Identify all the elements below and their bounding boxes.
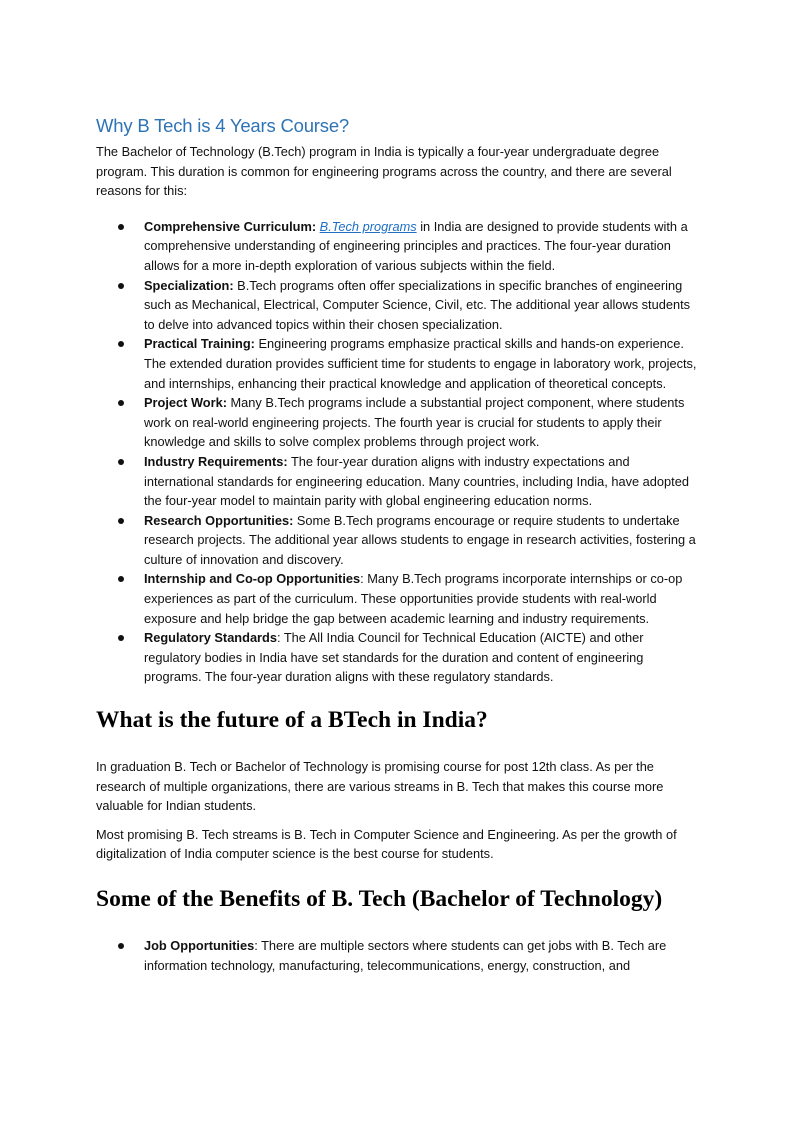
- list-item-text: Engineering programs emphasize practical skills and hands-on experience. The extended duration provides sufficient time for students to engage in laboratory work, projects, and internships, enhancing their practical knowledge and application of theoretical concepts.: [144, 336, 697, 391]
- list-item-term: Regulatory Standards: [144, 630, 277, 646]
- list-item: [96, 452, 700, 511]
- bullet-icon: [118, 459, 124, 465]
- list-item-term: Internship and Co-op Opportunities: [144, 571, 361, 587]
- document-page: [96, 114, 700, 975]
- benefits-list: [96, 936, 700, 975]
- list-item: [96, 334, 700, 393]
- section-heading-benefits: Some of the Benefits of B. Tech (Bachelor of Technology): [96, 886, 663, 912]
- bullet-icon: [118, 518, 124, 524]
- reasons-list: [96, 217, 700, 687]
- list-item-term: Industry Requirements:: [144, 453, 288, 469]
- future-paragraph-1: In graduation B. Tech or Bachelor of Technology is promising course for post 12th class. As per the research of multiple organizations, there are various streams in B. Tech that makes this course more valuable for Indian students.: [96, 759, 664, 814]
- intro-paragraph: The Bachelor of Technology (B.Tech) program in India is typically a four-year undergraduate degree program. This duration is common for engineering programs across the country, and there are several reasons for this:: [96, 144, 672, 199]
- list-item-term: Practical Training:: [144, 336, 255, 352]
- list-item-text: B.Tech programs often offer specializations in specific branches of engineering such as Mechanical, Electrical, Computer Science, Civil, etc. The additional year allows students to delve into advanced topics within their chosen specialization.: [144, 277, 691, 332]
- list-item: [96, 569, 700, 628]
- list-item: [96, 393, 700, 452]
- future-paragraph-2: Most promising B. Tech streams is B. Tech in Computer Science and Engineering. As per the growth of digitalization of India computer science is the best course for students.: [96, 826, 677, 862]
- bullet-icon: [118, 224, 124, 230]
- list-item-term: Project Work:: [144, 395, 227, 411]
- bullet-icon: [118, 400, 124, 406]
- list-item: [96, 511, 700, 570]
- list-item: [96, 936, 700, 975]
- bullet-icon: [118, 635, 124, 641]
- list-item-text: : Many B.Tech programs incorporate internships or co-op experiences as part of the curriculum. These opportunities provide students with real-world exposure and help bridge the gap between academic learning and industry requirements.: [144, 571, 683, 626]
- list-item-term: Research Opportunities:: [144, 512, 294, 528]
- list-item: [96, 217, 700, 276]
- bullet-icon: [118, 576, 124, 582]
- section-heading-future-btech: What is the future of a BTech in India?: [96, 707, 488, 734]
- list-item-text: : There are multiple sectors where students can get jobs with B. Tech are information technology, manufacturing, telecommunications, energy, construction, and: [144, 938, 667, 973]
- list-item-term: Job Opportunities: [144, 938, 255, 953]
- list-item-text: Some B.Tech programs encourage or require students to undertake research projects. The additional year allows students to engage in research activities, fostering a culture of innovation and discovery.: [144, 512, 696, 567]
- list-item-term: Specialization:: [144, 277, 234, 293]
- list-item-text: The four-year duration aligns with industry expectations and international standards for engineering education. Many countries, including India, have adopted the four-year model to maintain parity with global engineering education norms.: [144, 453, 689, 509]
- list-item-text: : The All India Council for Technical Education (AICTE) and other regulatory bodies in India have set standards for the duration and content of engineering programs. The four-year duration aligns with these regulatory standards.: [144, 630, 644, 685]
- list-item-text: in India are designed to provide students with a comprehensive understanding of engineering principles and practices. The four-year duration allows for a more in-depth exploration of various subjects within the field.: [144, 218, 688, 273]
- btech-programs-link[interactable]: B.Tech programs: [319, 218, 417, 234]
- bullet-icon: [118, 283, 124, 289]
- bullet-icon: [118, 943, 124, 949]
- section-heading-why-btech: Why B Tech is 4 Years Course?: [96, 115, 349, 136]
- list-item-term: Comprehensive Curriculum:: [144, 218, 317, 234]
- list-item: [96, 276, 700, 335]
- list-item: [96, 628, 700, 687]
- bullet-icon: [118, 341, 124, 347]
- list-item-text: Many B.Tech programs include a substantial project component, where students work on real-world engineering projects. The fourth year is crucial for students to apply their knowledge and skills to solve complex problems through project work.: [144, 395, 685, 450]
